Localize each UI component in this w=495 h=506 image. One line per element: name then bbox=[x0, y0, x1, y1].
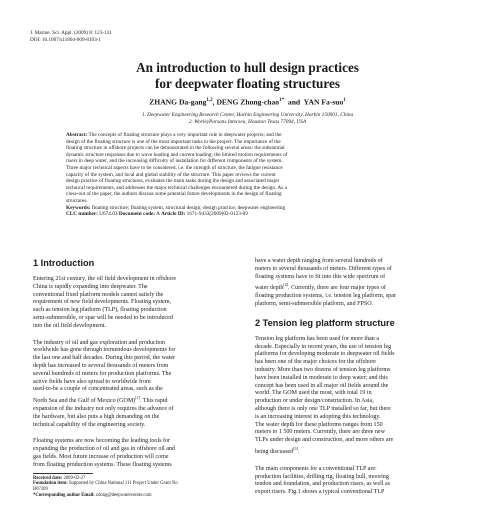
text-line: have a water depth ranging from several hundreds of bbox=[255, 258, 383, 264]
section-heading-tlp: 2 Tension leg platform structure bbox=[255, 317, 395, 328]
abstract-line: technical requirements, and addresses the major technical challenges encountered during the design. As a bbox=[66, 184, 287, 191]
right-column bbox=[255, 258, 462, 506]
text-segment: . This rapid bbox=[139, 398, 168, 405]
text-line: tendon and foundation, and production risers, as well as bbox=[255, 481, 391, 488]
text-line: production or under design/construction. In Asia, bbox=[255, 398, 374, 405]
author-and: and bbox=[287, 97, 301, 107]
text-line: the last one and half decades. During this period, the water bbox=[33, 355, 176, 362]
text-line: technical capability of the engineering society. bbox=[33, 421, 146, 428]
abstract-line: capacity of the system, and local and global stability of the structure. This paper reviews the current bbox=[66, 171, 276, 178]
text-line: is an increasing interest in adopting this technology. bbox=[255, 413, 381, 420]
text-line: meters to several thousands of meters. Different types of bbox=[255, 265, 392, 272]
text-line: meters to 1 500 meters. Currently, there are three new bbox=[255, 429, 386, 436]
text-line: platforms for developing moderate to deepwater oil fields bbox=[255, 351, 395, 358]
citation-sup: [3] bbox=[293, 445, 298, 451]
text-line: The water depth for these platforms ranges from 150 bbox=[255, 421, 383, 428]
clc-number: U674.03 bbox=[99, 211, 118, 218]
keywords-label: Keywords: bbox=[66, 204, 91, 211]
text-line: decade. Especially in recent years, the use of tension leg bbox=[255, 343, 392, 350]
text-line: expansion of the industry not only requires the advance of bbox=[33, 405, 174, 412]
footnote-label: Received date: bbox=[33, 475, 63, 481]
text-line: active fields have also spread to worldwide from bbox=[33, 378, 151, 385]
text-segment: being discussed bbox=[255, 448, 294, 455]
paragraph bbox=[33, 438, 240, 469]
text-segment: . Currently, there are four major types of bbox=[288, 285, 386, 292]
text-segment: . bbox=[297, 448, 300, 455]
clc-label: CLC number: bbox=[66, 211, 98, 218]
text-line: have been installed in moderate to deep water; and this bbox=[255, 374, 388, 381]
abstract-line: design of the floating structure is one of the most important tasks in the project. The importance of the bbox=[66, 138, 281, 145]
text-line: platform, semi-submersible platform, and FPSO. bbox=[255, 301, 374, 307]
text-line: semi-submersible, or spar will be needed to be introduced bbox=[33, 314, 173, 321]
footnote-label: Foundation item: bbox=[33, 481, 68, 487]
title-line: An introduction to hull design practices bbox=[136, 60, 359, 75]
title-line: for deepwater floating structures bbox=[155, 76, 340, 91]
text-line: production facilities, drilling rig, floating hull, mooring bbox=[255, 473, 389, 480]
paragraph bbox=[255, 258, 462, 309]
text-line: several hundreds of meters for production platforms. The bbox=[33, 370, 172, 377]
doc-code-label: Document code: bbox=[118, 211, 156, 218]
footnote-label: *Corresponding author Email: bbox=[33, 492, 95, 498]
footnote-corresponding bbox=[33, 493, 240, 499]
abstract-line: risers in deep water, and the increasing difficulty of installation for different components of the system. bbox=[66, 158, 283, 165]
author-name: YAN Fa-suo bbox=[303, 97, 344, 107]
text-line: Floating systems are now becoming the leading tools for bbox=[33, 438, 171, 445]
paper-title bbox=[40, 60, 455, 92]
section-heading-introduction: 1 Introduction bbox=[33, 258, 95, 268]
text-line: gas fields. Most future increase of production will come bbox=[33, 453, 169, 460]
text-line: industry. More than two dozens of tension leg platforms bbox=[255, 366, 391, 373]
keywords: floating structure; floating system, structural design; design practice; deepwater engineering bbox=[91, 204, 286, 211]
text-line bbox=[255, 445, 462, 457]
text-line: requirement of new field developments. Floating system, bbox=[33, 299, 172, 306]
paragraph bbox=[255, 336, 462, 457]
paragraph bbox=[33, 340, 240, 430]
affiliation: 1. Deepwater Engineering Research Center, Harbin Engineering University, Harbin 150001, China bbox=[141, 112, 354, 118]
abstract-block bbox=[66, 132, 436, 218]
text-segment: water depth bbox=[255, 285, 284, 292]
doi: DOI: 10.1007/s11804-009-8103-1 bbox=[30, 37, 101, 43]
abstract-line: close-out of the paper, the authors discuss some potential future developments in the design of floating bbox=[66, 191, 282, 198]
left-column bbox=[33, 258, 240, 498]
citation-sup: [2] bbox=[283, 282, 289, 288]
affiliation: 2. WorleyParsons Intecsea, Houston Texas 77094, USA bbox=[188, 119, 307, 125]
text-line: floating systems have to fit into this wide spectrum of bbox=[255, 273, 386, 280]
text-line: The main components for a conventional TLP are: bbox=[255, 465, 377, 472]
footnote-divider bbox=[33, 473, 93, 474]
classification-row bbox=[66, 211, 436, 218]
author-affil-sup: 1* bbox=[279, 98, 285, 103]
text-line: although there is only one TLP installed so far, but there bbox=[255, 405, 391, 412]
text-line: China is rapidly expanding into deepwater. The bbox=[33, 283, 148, 290]
abstract-line: design practice of floating structures, evaluates the main tasks during the design and associated major bbox=[66, 178, 280, 185]
text-line bbox=[255, 281, 462, 293]
article-id: 1671-9433(2009)02-0123-09 bbox=[186, 211, 248, 218]
text-line: the hardware, but also puts a high demanding on the bbox=[33, 413, 160, 420]
text-line: depth has increased to several thousands of meters from bbox=[33, 362, 169, 369]
text-line: floating production systems, i.e. tension leg platform, spar bbox=[255, 293, 396, 300]
citation-sup: [1] bbox=[135, 395, 140, 401]
footnote-value: Supported by China National 111 Project Under Grant No bbox=[68, 481, 178, 487]
text-line: conventional fixed platform models cannot satisfy the bbox=[33, 291, 164, 298]
text-line: from floating production systems. These floating systems bbox=[33, 461, 172, 468]
author-list: ZHANG Da-gang$^{1,2}$, DENG Zhong-chao$^{1*}$ and YAN Fa-suo$^1$ bbox=[149, 97, 346, 107]
text-line: The industry of oil and gas exploration and production bbox=[33, 339, 165, 346]
abstract-line: floating structure in offshore projects can be demonstrated in the following several areas: the substantial bbox=[66, 145, 285, 152]
text-line: expanding the production of oil and gas in offshore oil and bbox=[33, 446, 175, 453]
paragraph bbox=[33, 276, 240, 331]
text-line: has been one of the major choices for the offshore bbox=[255, 359, 376, 366]
text-line: worldwide has gone through tremendous developments for bbox=[33, 347, 176, 354]
text-line: into the oil field development. bbox=[33, 322, 107, 329]
abstract-label: Abstract: bbox=[66, 132, 88, 138]
abstract-line: The concepts of floating structure plays a very important role in deepwater projects; and the bbox=[88, 132, 282, 138]
footnote-value: 2009-02-27 bbox=[63, 475, 86, 481]
abstract-line: structures. bbox=[66, 197, 88, 204]
text-line: concept has been used in all major oil fields around the bbox=[255, 382, 389, 389]
author-affil-sup: 1,2 bbox=[206, 98, 213, 103]
text-line: Entering 21st century, the oil field development in offshore bbox=[33, 276, 177, 282]
abstract-line: dynamic structure responses due to wave loading and current loading; the limited motion requirements of bbox=[66, 151, 288, 158]
abstract-line: Three major technical aspects have to be considered, i.e. the strength of structure, the fatigue resistance bbox=[66, 164, 283, 171]
author-affil-sup: 1 bbox=[343, 98, 346, 103]
author-name: ZHANG Da-gang bbox=[149, 97, 207, 107]
text-line: TLPs under design and construction, and more others are bbox=[255, 437, 394, 444]
doc-code: A bbox=[156, 211, 160, 218]
paragraph bbox=[255, 466, 462, 497]
article-id-label: Article ID: bbox=[160, 211, 186, 218]
text-line: Tension leg platform has been used for more than a bbox=[255, 335, 380, 342]
text-line: export risers. Fig.1 shows a typical conventional TLP bbox=[255, 489, 385, 496]
text-line: such as tension leg platform (TLP), floating production bbox=[33, 307, 167, 314]
text-line: world. The GOM used the most, with total 19 in bbox=[255, 390, 372, 397]
text-line: used-to-be a couple of concentrated areas, such as the bbox=[33, 386, 163, 393]
text-line bbox=[33, 394, 240, 406]
footnote-foundation-cont: B07109 bbox=[33, 486, 48, 492]
author-name: DENG Zhong-chao bbox=[216, 97, 280, 107]
text-segment: North Sea and the Gulf of Mexico (GOM) bbox=[33, 398, 136, 405]
footnote-email: zdong@deepwatercenter.com bbox=[96, 492, 152, 498]
journal-reference: J. Marine. Sci. Appl. (2009) 8: 123-131 bbox=[30, 30, 112, 36]
